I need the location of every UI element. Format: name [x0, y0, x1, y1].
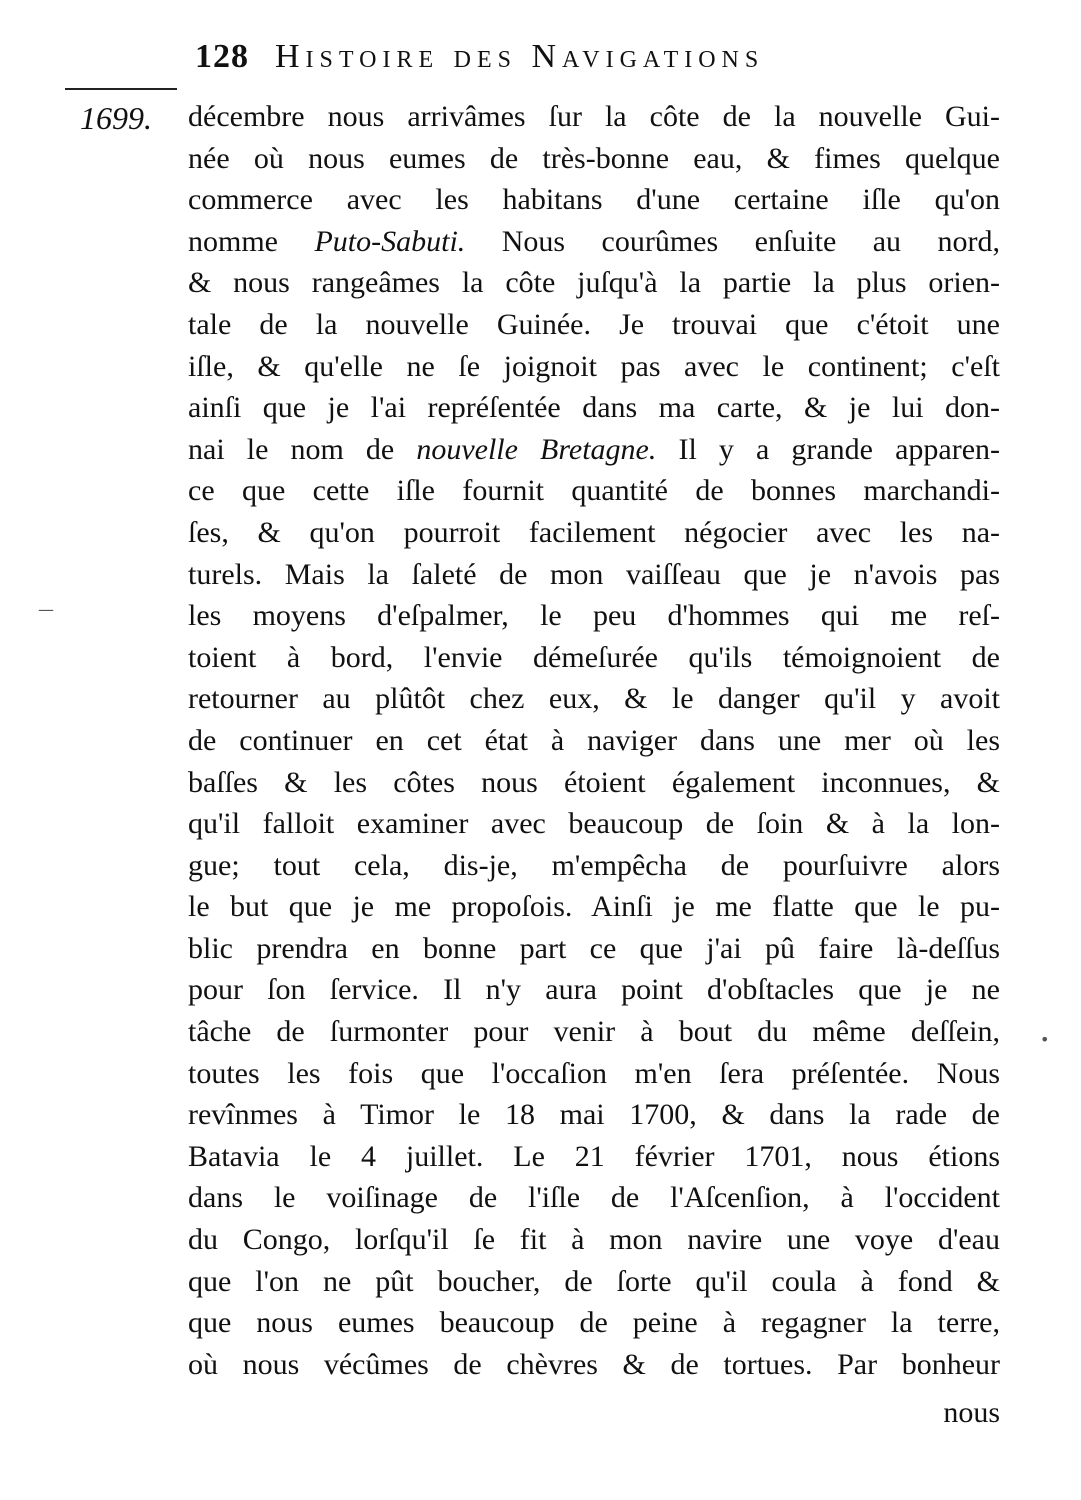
text-line [188, 470, 1000, 512]
text-segment: toient à bord, l'envie démeſurée qu'ils témoignoient de [188, 640, 1000, 674]
text-line [188, 1261, 1000, 1303]
text-segment: que l'on ne pût boucher, de ſorte qu'il coula à fond & [188, 1264, 1000, 1298]
text-line [188, 1053, 1000, 1095]
body-text [188, 96, 1000, 1385]
text-line [188, 512, 1000, 554]
text-line [188, 1219, 1000, 1261]
text-segment: de continuer en cet état à naviger dans une mer où les [188, 723, 1000, 757]
text-segment: Il y a grande apparen- [656, 432, 1000, 466]
text-line [188, 1344, 1000, 1386]
text-segment: baſſes & les côtes nous étoient également inconnues, & [188, 765, 1000, 799]
text-segment: qu'il falloit examiner avec beaucoup de ſoin & à la lon- [188, 807, 1000, 841]
text-line [188, 346, 1000, 388]
stray-dot-mark: • [1040, 1030, 1050, 1049]
text-line [188, 138, 1000, 180]
text-line [188, 554, 1000, 596]
running-title: Histoire des Navigations [275, 38, 765, 75]
text-segment: les moyens d'eſpalmer, le peu d'hommes qui me reſ- [188, 599, 1000, 633]
text-segment: ſes, & qu'on pourroit facilement négocier avec les na- [188, 515, 1000, 549]
text-segment: & nous rangeâmes la côte juſqu'à la partie la plus orien- [188, 266, 1000, 300]
text-line [188, 1094, 1000, 1136]
text-line [188, 886, 1000, 928]
text-line [188, 304, 1000, 346]
text-line [188, 678, 1000, 720]
text-segment: Nous courûmes enſuite au nord, [465, 224, 1000, 258]
text-segment: nomme [188, 224, 315, 258]
text-line [188, 928, 1000, 970]
text-segment: gue; tout cela, dis-je, m'empêcha de pourſuivre alors [188, 848, 1000, 882]
text-line [188, 1136, 1000, 1178]
text-line [188, 262, 1000, 304]
text-line [188, 179, 1000, 221]
text-line [188, 1011, 1000, 1053]
italic-place-name: nouvelle Bretagne. [416, 432, 657, 466]
text-segment: du Congo, lorſqu'il ſe fit à mon navire une voye d'eau [188, 1223, 1000, 1257]
text-segment: retourner au plûtôt chez eux, & le danger qu'il y avoit [188, 682, 1000, 716]
text-segment: commerce avec les habitans d'une certaine iſle qu'on [188, 183, 1000, 217]
text-segment: pour ſon ſervice. Il n'y aura point d'obſtacles que je ne [188, 973, 1000, 1007]
text-line [188, 96, 1000, 138]
text-line [188, 595, 1000, 637]
text-segment: revînmes à Timor le 18 mai 1700, & dans la rade de [188, 1098, 1000, 1132]
running-head [195, 38, 995, 88]
text-line [188, 221, 1000, 263]
italic-place-name: Puto-Sabuti. [314, 224, 466, 258]
text-segment: nai le nom de [188, 432, 417, 466]
text-segment: blic prendra en bonne part ce que j'ai pû faire là-deſſus [188, 931, 1000, 965]
stray-dash-mark: — [38, 600, 54, 619]
text-line [188, 762, 1000, 804]
text-line [188, 387, 1000, 429]
text-segment: toutes les fois que l'occaſion m'en ſera préſentée. Nous [188, 1056, 1000, 1090]
text-line [188, 637, 1000, 679]
text-line [188, 720, 1000, 762]
text-segment: où nous vécûmes de chèvres & de tortues. Par bonheur [188, 1347, 1000, 1381]
text-line [188, 969, 1000, 1011]
text-line [188, 429, 1000, 471]
catchword: nous [943, 1396, 1000, 1429]
page-number: 128 [195, 38, 249, 75]
text-segment: dans le voiſinage de l'iſle de l'Aſcenſion, à l'occident [188, 1181, 1000, 1215]
text-line [188, 803, 1000, 845]
text-segment: Batavia le 4 juillet. Le 21 février 1701, nous étions [188, 1139, 1000, 1173]
text-segment: ce que cette iſle fournit quantité de bonnes marchandi- [188, 474, 1000, 508]
text-segment: décembre nous arrivâmes ſur la côte de la nouvelle Gui- [188, 100, 1000, 133]
margin-year-note: 1699. [80, 100, 152, 136]
text-line [188, 1177, 1000, 1219]
text-segment: turels. Mais la ſaleté de mon vaiſſeau que je n'avois pas [188, 557, 1000, 591]
margin-rule [65, 88, 177, 90]
text-line [188, 845, 1000, 887]
text-segment: iſle, & qu'elle ne ſe joignoit pas avec le continent; c'eſt [188, 349, 1000, 383]
text-segment: née où nous eumes de très-bonne eau, & fimes quelque [188, 141, 1000, 175]
text-segment: ainſi que je l'ai repréſentée dans ma carte, & je lui don- [188, 391, 1000, 425]
text-segment: tâche de ſurmonter pour venir à bout du même deſſein, [188, 1015, 1000, 1049]
text-line [188, 1302, 1000, 1344]
text-segment: que nous eumes beaucoup de peine à regagner la terre, [188, 1306, 1000, 1340]
text-segment: tale de la nouvelle Guinée. Je trouvai que c'étoit une [188, 307, 1000, 341]
text-segment: le but que je me propoſois. Ainſi je me flatte que le pu- [188, 890, 1000, 924]
